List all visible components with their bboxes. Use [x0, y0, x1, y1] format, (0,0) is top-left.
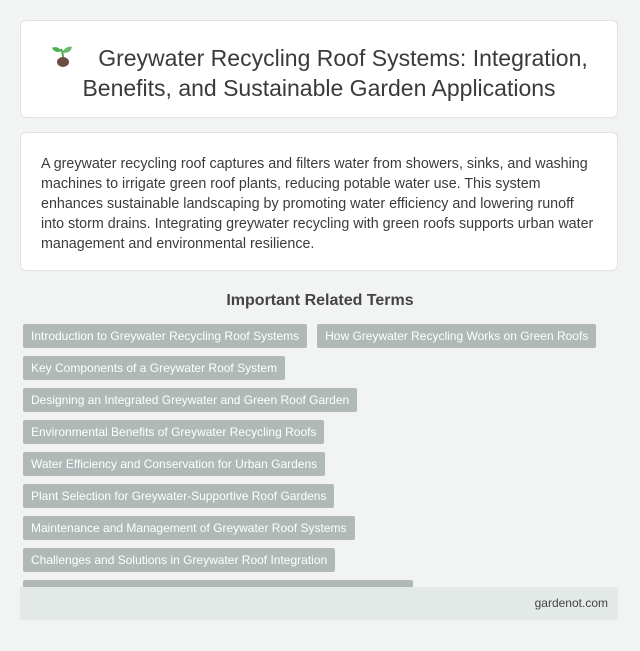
related-term-tag[interactable]: Challenges and Solutions in Greywater Roof Integration	[23, 548, 335, 572]
related-term-tag[interactable]: Plant Selection for Greywater-Supportive Roof Gardens	[23, 484, 334, 508]
related-term-tag[interactable]: Introduction to Greywater Recycling Roof Systems	[23, 324, 307, 348]
related-term-tag[interactable]: Key Components of a Greywater Roof System	[23, 356, 285, 380]
footer-site-link[interactable]: gardenot.com	[534, 596, 608, 610]
related-terms-list	[23, 324, 623, 604]
related-term-tag[interactable]: Designing an Integrated Greywater and Green Roof Garden	[23, 388, 357, 412]
related-term-tag[interactable]: Water Efficiency and Conservation for Urban Gardens	[23, 452, 325, 476]
related-terms-heading: Important Related Terms	[226, 292, 414, 309]
footer	[20, 587, 618, 620]
related-term-tag[interactable]: Maintenance and Management of Greywater Roof Systems	[23, 516, 355, 540]
title-card	[20, 20, 618, 118]
related-term-tag[interactable]: How Greywater Recycling Works on Green Roofs	[317, 324, 596, 348]
seedling-icon	[50, 43, 76, 69]
related-term-tag[interactable]: Environmental Benefits of Greywater Recycling Roofs	[23, 420, 324, 444]
intro-paragraph: A greywater recycling roof captures and filters water from showers, sinks, and washing machines to irrigate green roof plants, reducing potable water use. This system enhances sustainable landscaping by promoting water efficiency and lowering runoff into storm drains. Integrating greywater recycling with green roofs supports urban water management and environmental resilience.	[41, 156, 594, 252]
page-title	[21, 43, 617, 103]
page-title-text: Greywater Recycling Roof Systems: Integration, Benefits, and Sustainable Garden Applications	[82, 45, 588, 101]
intro-card	[20, 132, 618, 271]
